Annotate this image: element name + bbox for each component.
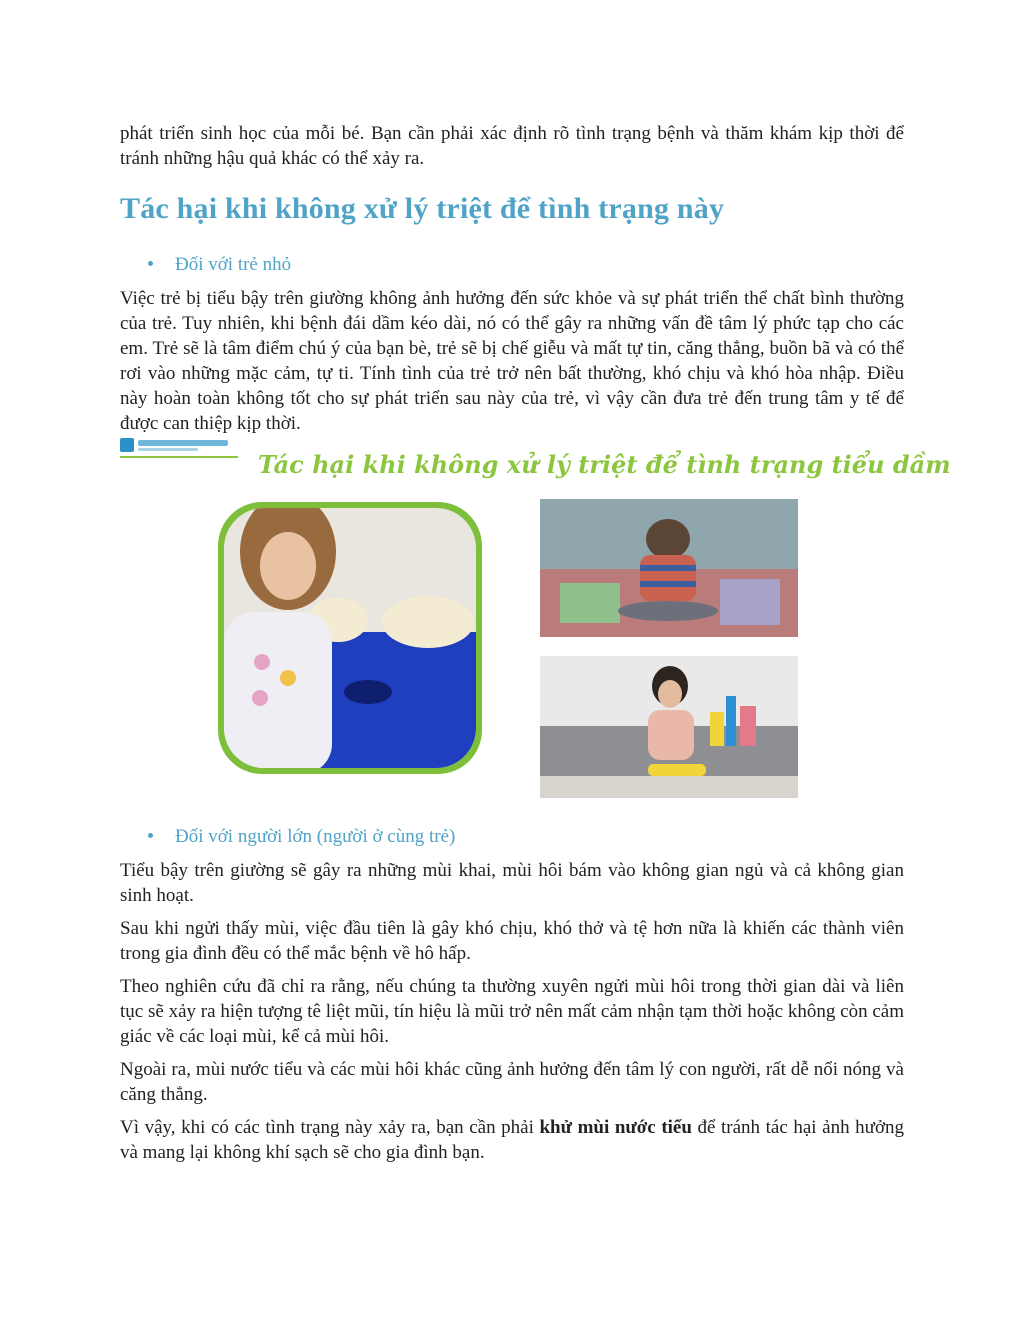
closing-text-after: để tránh tác hại ảnh hưởng và mang lại không khí sạch sẽ cho gia đình bạn.	[120, 1117, 904, 1163]
adult-paragraph: Ngoài ra, mùi nước tiểu và các mùi hôi khác cũng ảnh hưởng đến tâm lý con người, rất dễ nổi nóng và căng thẳng.	[120, 1059, 904, 1105]
figure-title: Tác hại khi không xử lý triệt để tình trạng tiểu dầm	[258, 450, 951, 479]
children-paragraph: Việc trẻ bị tiểu bậy trên giường không ảnh hưởng đến sức khỏe và sự phát triển thể chất bình thường của trẻ. Tuy nhiên, khi bệnh đái dầm kéo dài, nó có thể gây ra những vấn đề tâm lý phức tạp cho các em. Trẻ sẽ là tâm điểm chú ý của bạn bè, trẻ sẽ bị chế giễu và mất tự tin, căng thẳng, buồn bã và có thể rơi vào những mặc cảm, tự ti. Tính tình của trẻ trở nên bất thường, khó chịu và khó hòa nhập. Điều này hoàn toàn không tốt cho sự phát triển sau này của trẻ, vì vậy cần đưa trẻ đến trung tâm y tế để được can thiệp kịp thời.	[120, 288, 904, 434]
section-title: Tác hại khi không xử lý triệt để tình trạng này	[120, 192, 725, 225]
intro-paragraph: phát triển sinh học của mỗi bé. Bạn cần phải xác định rõ tình trạng bệnh và thăm khám kịp thời để tránh những hậu quả khác có thể xảy ra.	[120, 123, 904, 169]
brand-logo	[120, 436, 238, 458]
adult-paragraph: Sau khi ngửi thấy mùi, việc đầu tiên là gây khó chịu, khó thở và tệ hơn nữa là khiến các thành viên trong gia đình đều có thể mắc bệnh về hô hấp.	[120, 918, 904, 964]
bullet-adults	[148, 826, 455, 848]
bullet-children-label: Đối với trẻ nhỏ	[175, 254, 292, 275]
bullet-adults-label: Đối với người lớn (người ở cùng trẻ)	[175, 826, 456, 847]
bullet-children	[148, 254, 291, 276]
closing-text-before: Vì vậy, khi có các tình trạng này xảy ra, bạn cần phải	[120, 1117, 540, 1138]
adult-paragraph: Tiểu bậy trên giường sẽ gây ra những mùi khai, mùi hôi bám vào không gian ngủ và cả không gian sinh hoạt.	[120, 860, 904, 906]
bullet-dot-icon	[148, 833, 153, 838]
photo-tired-woman	[540, 656, 798, 798]
bullet-dot-icon	[148, 261, 153, 266]
keyword-link[interactable]: khử mùi nước tiểu	[539, 1117, 692, 1138]
photo-girl-wet-bed	[218, 502, 482, 774]
photo-sad-boy	[540, 499, 798, 637]
closing-paragraph	[120, 1115, 904, 1165]
illustration-figure	[120, 436, 951, 804]
adult-paragraph: Theo nghiên cứu đã chỉ ra rằng, nếu chúng ta thường xuyên ngửi mùi hôi trong thời gian dài và liên tục sẽ xảy ra hiện tượng tê liệt mũi, tín hiệu là mũi trở nên mất cảm nhận tạm thời hoặc không còn cảm giác về các loại mùi, kể cả mùi hôi.	[120, 976, 904, 1047]
